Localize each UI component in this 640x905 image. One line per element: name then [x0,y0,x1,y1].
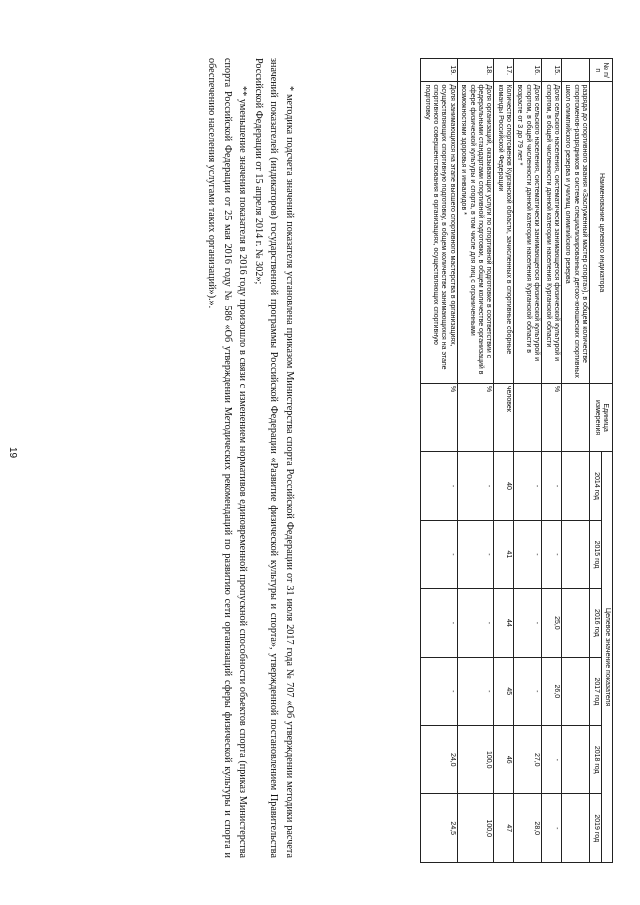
rotated-content [70,58,615,863]
row-value: 40 [494,452,514,520]
table-row [494,59,514,863]
table-row [514,59,542,863]
row-value: 26,0 [542,657,562,725]
row-indicator-name: Доля сельского населения, систематически занимающегося физической культурой и спортом, в общей численности данной категории населения Курганской области в возрасте от 3 до 79 лет * [514,82,542,383]
row-value [562,452,590,520]
table-row [542,59,562,863]
row-value: - [514,520,542,588]
row-value: 25,0 [542,589,562,657]
page-number: 19 [7,446,19,459]
row-value: - [457,520,494,588]
row-unit [514,383,542,451]
row-indicator-name: Доля занимающихся на этапе высшего спортивного мастерства в организациях, осуществляющих спортивную подготовку, в общем количестве занимающихся на этапе спортивного совершенствования в организациях, осуществляющих спортивную подготовку [421,82,458,383]
row-indicator-name: Доля организаций, оказывающих услуги по спортивной подготовке в соответствии с федеральными стандартами спортивной подготовки, в общем количестве организаций в сфере физической культуры и спорта, в том числе для лиц с ограниченными возможностями здоровья и инвалидов * [457,82,494,383]
header-year: 2015 год [590,520,601,588]
row-value: - [542,794,562,863]
row-value: - [542,520,562,588]
row-unit [562,383,590,451]
row-unit: человек [494,383,514,451]
header-indicator-name: Наименование целевого индикатора [590,82,613,383]
header-year: 2014 год [590,452,601,520]
row-value: 24,0 [421,726,458,794]
row-value: - [421,657,458,725]
header-number: № п/п [590,59,613,82]
table-row [562,59,590,863]
row-value: - [457,657,494,725]
table-row [421,59,458,863]
header-year: 2016 год [590,589,601,657]
row-value: 100,0 [457,794,494,863]
row-indicator-name: Количество спортсменов Курганской области, зачисленных в спортивные сборные команды Российской Федерации [494,82,514,383]
footnotes [203,58,297,858]
row-value [562,589,590,657]
row-value: - [514,589,542,657]
row-number: 19. [421,59,458,82]
footnote-decrease-explanation: ** уменьшение значения показателя в 2016 году произошло в связи с изменением нормативов единовременной пропускной способности объектов спорта (приказ Министерства спорта Российской Федерации от 25 мая 2016 году № 586 «Об утверждении Методических рекомендаций по развитию сети организаций сферы физической культуры и спорта и обеспечению населения услугами таких организаций»).». [206,58,249,858]
row-value [562,726,590,794]
row-value: 44 [494,589,514,657]
row-number [562,59,590,82]
row-indicator-name: Доля сельского населения, систематически занимающегося физической культурой и спортом, в общей численности данной категории населения Курганской области [542,82,562,383]
row-indicator-name: разряда до спортивного звания «Заслуженный мастер спорта»), в общем количестве спортсменов-разрядников в системе специализированных детско-юношеских спортивных школ олимпийского резерва и училищ олимпийского резерва [562,82,590,383]
row-value [562,657,590,725]
row-unit: % [542,383,562,451]
row-value: - [542,452,562,520]
row-value: 45 [494,657,514,725]
row-value: 24,5 [421,794,458,863]
row-unit: % [421,383,458,451]
row-value: 47 [494,794,514,863]
row-value: - [457,452,494,520]
table-header-row [601,59,612,863]
row-value [562,520,590,588]
indicators-table [420,58,613,863]
row-number: 15. [542,59,562,82]
header-year: 2018 год [590,726,601,794]
row-number: 16. [514,59,542,82]
row-value: - [514,452,542,520]
row-value: 27,0 [514,726,542,794]
row-unit: % [457,383,494,451]
row-value: - [457,589,494,657]
row-value: - [421,589,458,657]
row-value [562,794,590,863]
footnote-methodology: * методика подсчета значений показателя установлена приказом Министерства спорта Российской Федерации от 31 июля 2017 года № 707 «Об утверждении методики расчета значений показателей (индикаторов) государственной программы Российской Федерации «Развитие физической культуры и спорта», утвержденной постановлением Правительства Российской Федерации от 15 апреля 2014 г. № 302»; [252,58,295,858]
row-value: 46 [494,726,514,794]
row-value: 41 [494,520,514,588]
row-value: - [421,520,458,588]
header-year: 2017 год [590,657,601,725]
row-value: - [542,726,562,794]
row-value: - [514,657,542,725]
row-value: - [421,452,458,520]
table-row [457,59,494,863]
row-value: 28,0 [514,794,542,863]
row-number: 18. [457,59,494,82]
row-value: 100,0 [457,726,494,794]
header-unit: Единица измерения [590,383,613,451]
row-number: 17. [494,59,514,82]
header-target-values: Целевое значение показателя [601,452,612,863]
header-year: 2019 год [590,794,601,863]
